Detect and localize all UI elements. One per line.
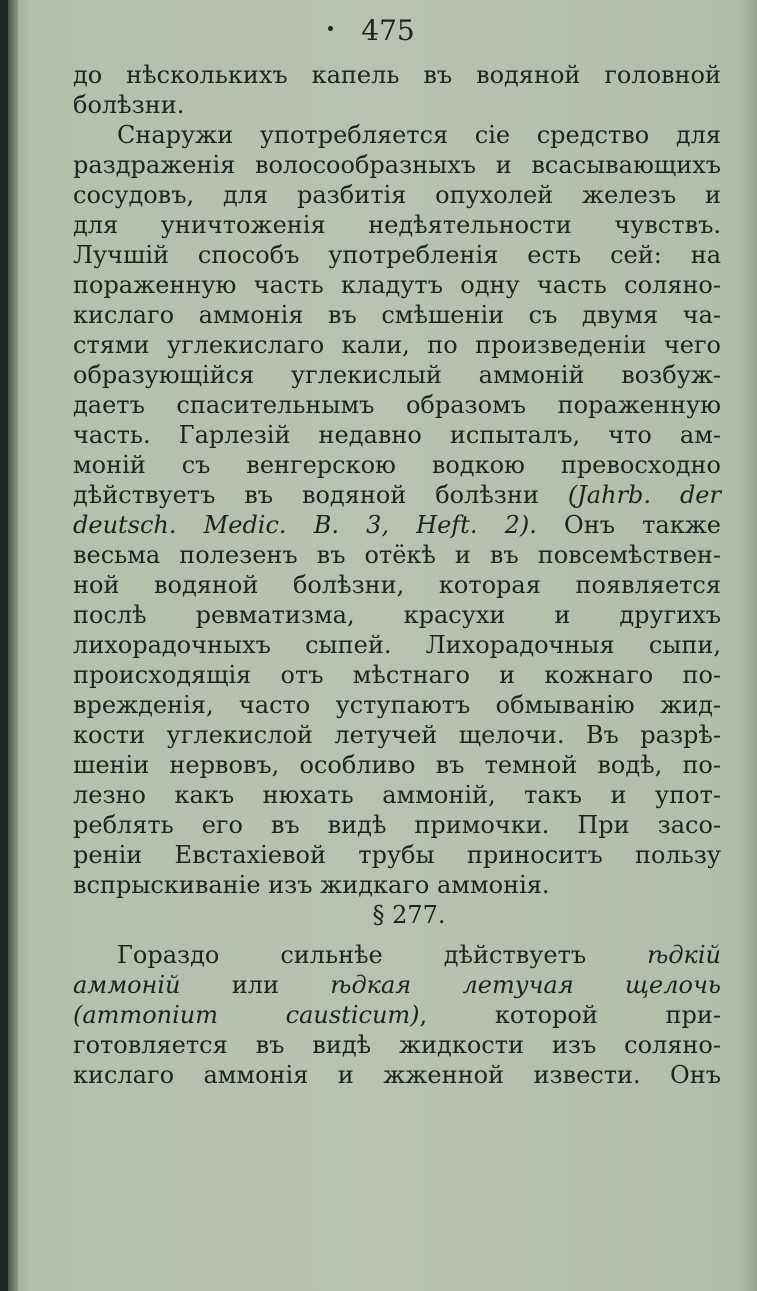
text-line: кости углекислой летучей щелочи. Въ разрѣ- xyxy=(73,721,721,749)
page-number: 475 xyxy=(361,14,415,47)
term-text: ѣдкій xyxy=(647,941,721,969)
text-line: Снаружи употребляется сіе средство для xyxy=(117,121,721,149)
text-line: болѣзни. xyxy=(73,91,185,119)
latin-term: (ammonium causticum) xyxy=(73,1001,420,1029)
text-line: стями углекислаго кали, по произведеніи чего xyxy=(73,331,721,359)
text-line: ной водяной болѣзни, которая появляется xyxy=(73,571,721,599)
text-line: происходящія отъ мѣстнаго и кожнаго по- xyxy=(73,661,721,689)
text-line: врежденія, часто уступаютъ обмыванію жид- xyxy=(73,691,721,719)
book-page xyxy=(8,0,757,1291)
text-line: лихорадочныхъ сыпей. Лихорадочныя сыпи, xyxy=(73,631,721,659)
text-run: Гораздо сильнѣе дѣйствуетъ xyxy=(117,941,587,969)
body-text xyxy=(73,60,721,1090)
text-line-mixed xyxy=(73,510,721,540)
text-line: образующійся углекислый аммоній возбуж- xyxy=(73,361,721,389)
text-line: Лучшій способъ употребленія есть сей: на xyxy=(73,241,721,269)
text-line: реблять его въ видѣ примочки. При засо- xyxy=(73,811,721,839)
text-run: Онъ также xyxy=(564,511,721,539)
text-line-mixed xyxy=(73,970,721,1000)
text-run: или xyxy=(231,971,280,999)
text-line: шеніи нервовъ, особливо въ темной водѣ, по- xyxy=(73,751,721,779)
text-line: готовляется въ видѣ жидкости изъ соляно- xyxy=(73,1031,721,1059)
text-run: дѣйствуетъ въ водяной болѣзни xyxy=(73,481,539,509)
text-line-mixed xyxy=(73,480,721,510)
text-line: раздраженія волосообразныхъ и всасывающихъ xyxy=(73,151,721,179)
text-line: до нѣсколькихъ капель въ водяной головной xyxy=(73,61,721,89)
text-line: кислаго аммонія и жженной извести. Онъ xyxy=(73,1061,721,1089)
text-line: даетъ спасительнымъ образомъ пораженную xyxy=(73,391,721,419)
text-run: , которой при- xyxy=(419,1001,721,1029)
section-number: § 277. xyxy=(372,901,446,929)
text-line: для уничтоженія недѣятельности чувствъ. xyxy=(73,211,721,239)
text-line: часть. Гарлезій недавно испыталъ, что ам- xyxy=(73,421,721,449)
citation-text: deutsch. Medic. B. 3, Heft. 2). xyxy=(73,511,537,539)
text-line: весьма полезенъ въ отёкѣ и въ повсемѣствен- xyxy=(73,541,721,569)
page-spine-shadow xyxy=(8,0,18,1291)
text-line: реніи Евстахіевой трубы приноситъ пользу xyxy=(73,841,721,869)
text-line: лезно какъ нюхать аммоній, такъ и упот- xyxy=(73,781,721,809)
text-line: пораженную часть кладутъ одну часть соляно- xyxy=(73,271,721,299)
text-line: кислаго аммонія въ смѣшеніи съ двумя ча- xyxy=(73,301,721,329)
text-line-mixed xyxy=(73,940,721,970)
term-text: ѣдкая летучая щелочь xyxy=(330,971,721,999)
text-line: послѣ ревматизма, красухи и другихъ xyxy=(73,601,721,629)
text-line: вспрыскиваніе изъ жидкаго аммонія. xyxy=(73,871,550,899)
spacer xyxy=(73,930,721,940)
text-line: сосудовъ, для разбитія опухолей железъ и xyxy=(73,181,721,209)
text-line: моній съ венгерскою водкою превосходно xyxy=(73,451,721,479)
citation-text: (Jahrb. der xyxy=(567,481,721,509)
term-text: аммоній xyxy=(73,971,181,999)
text-line-mixed xyxy=(73,1000,721,1030)
